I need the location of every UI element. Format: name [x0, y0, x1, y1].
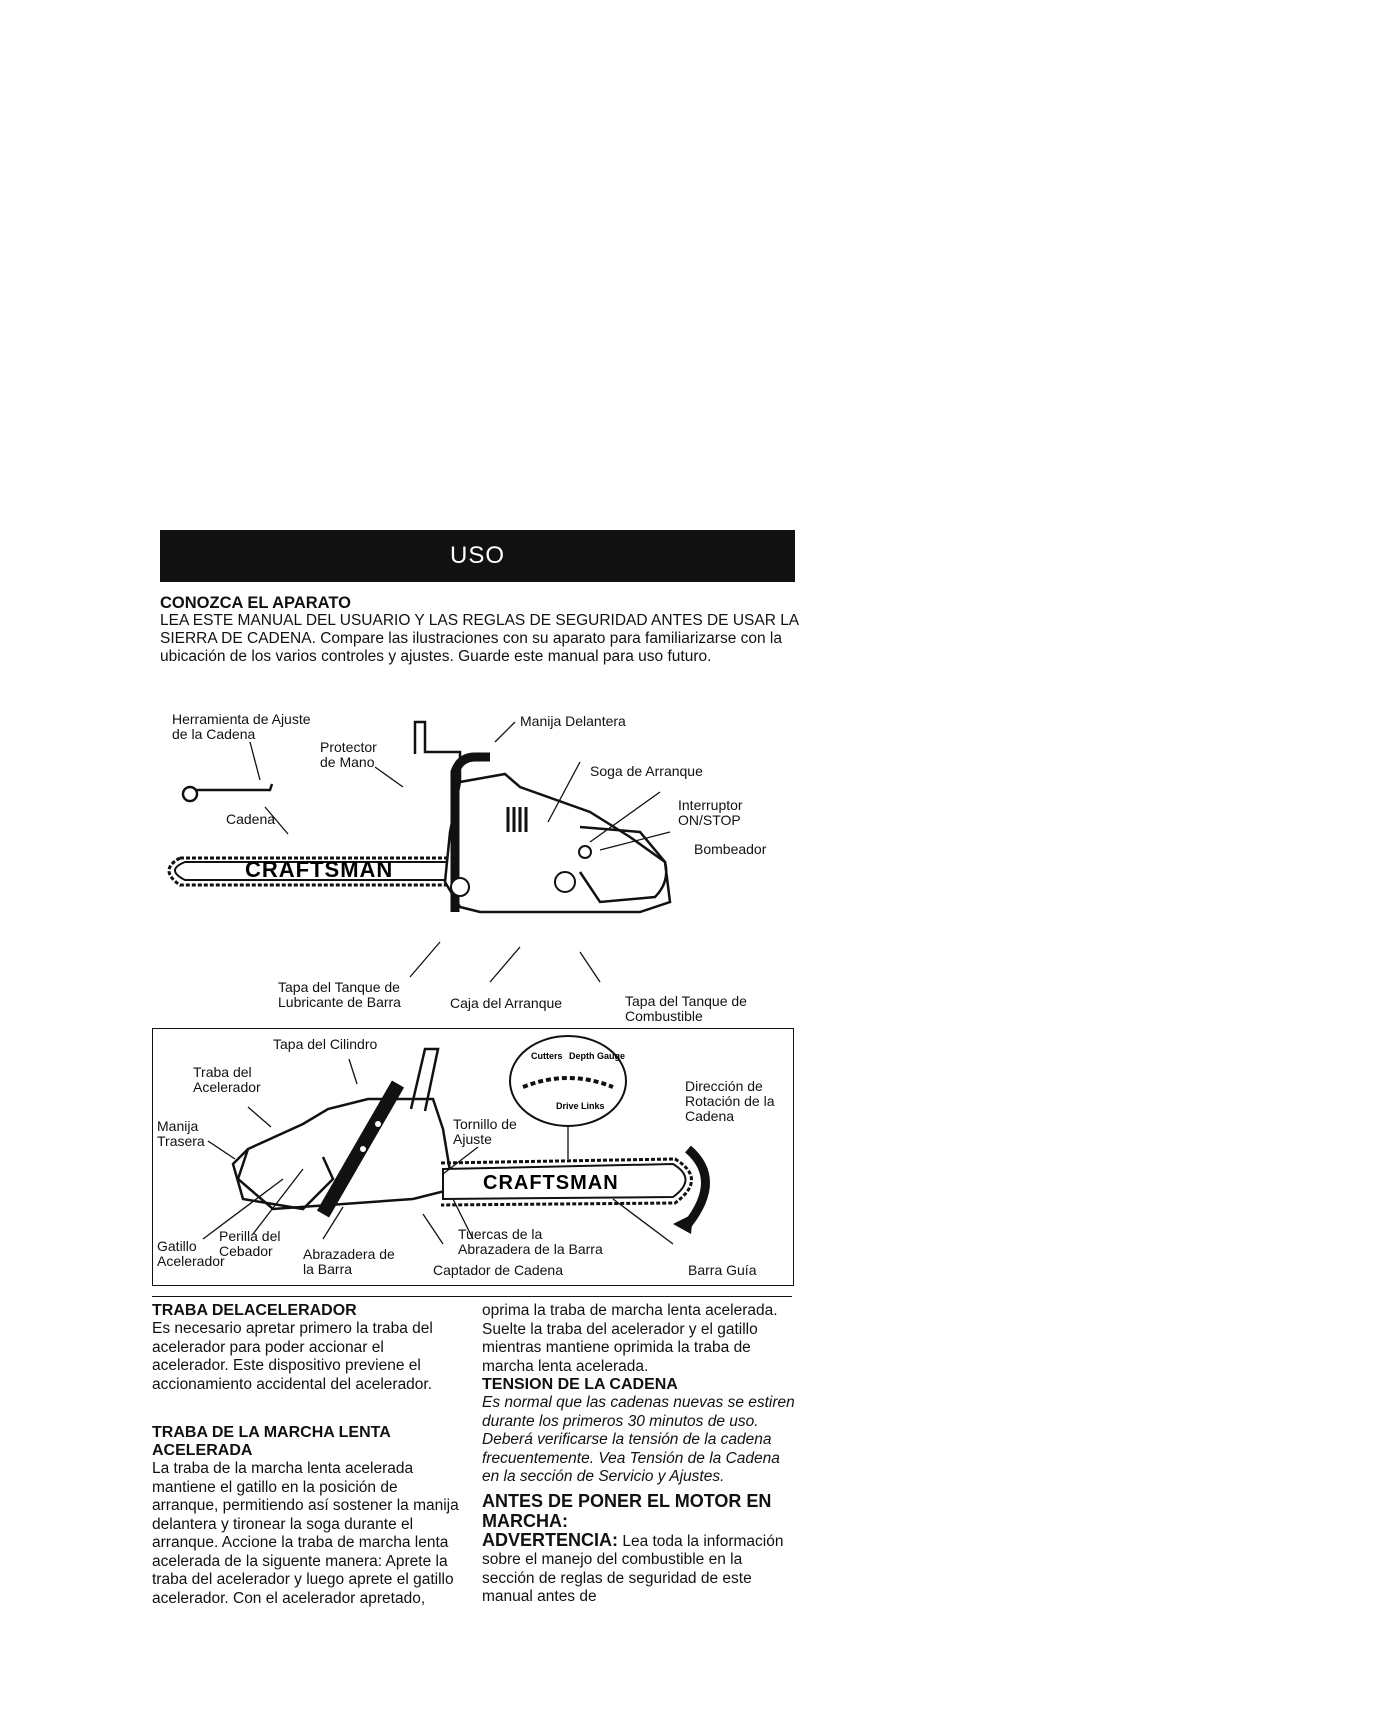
chainsaw-overview-drawing: [160, 712, 800, 1027]
intro-text: [160, 612, 800, 666]
label-hand-guard: Protector de Mano: [320, 739, 377, 770]
label-bar-oil-cap: Tapa del Tanque de Lubricante de Barra: [278, 979, 401, 1010]
label-primer: Bombeador: [694, 841, 767, 857]
label-fuel-cap: Tapa del Tanque de Combustible: [625, 993, 747, 1024]
label-chain: Cadena: [226, 811, 276, 827]
label-adjusting-screw: Tornillo de Ajuste: [453, 1116, 517, 1147]
throttle-lockout-heading: TRABA DELACELERADOR: [152, 1302, 357, 1319]
fast-idle-continued-text: oprima la traba de marcha lenta acelerada. Suelte la traba del acelerador y el gatillo mientras mantiene oprimida la traba de marcha lenta acelerada.: [482, 1302, 778, 1375]
chainsaw-detail-figure: [152, 1028, 794, 1286]
throttle-lockout-text: Es necesario apretar primero la traba del acelerador para poder accionar el acelerador. Este dispositivo previene el accionamiento accidental del acelerador.: [152, 1320, 433, 1393]
label-throttle-lockout: Traba del Acelerador: [193, 1064, 261, 1095]
fast-idle-lock-heading: TRABA DE LA MARCHA LENTA ACELERADA: [152, 1424, 391, 1459]
section-title: USO: [449, 542, 505, 569]
section-banner: [160, 530, 795, 582]
intro-lead: LEA ESTE MANUAL DEL USUARIO Y LAS REGLAS DE SEGURIDAD ANTES DE USAR LA SIERRA DE CADENA.: [160, 612, 799, 647]
label-rear-handle: Manija Trasera: [157, 1118, 205, 1149]
warning-label: ADVERTENCIA:: [482, 1529, 619, 1550]
label-guide-bar: Barra Guía: [688, 1262, 757, 1278]
inset-cutters: Cutters: [531, 1051, 563, 1061]
before-starting-heading: ANTES DE PONER EL MOTOR EN MARCHA:: [482, 1490, 772, 1531]
detail-bar-brand-text: CRAFTSMAN: [483, 1172, 619, 1194]
intro-body: Compare las ilustraciones con su aparato para familiarizarse con la ubicación de los varios controles y ajustes. Guarde este manual para uso futuro.: [160, 630, 782, 665]
intro-block: [160, 594, 800, 666]
inset-drive-links: Drive Links: [556, 1101, 605, 1111]
label-throttle-trigger: Gatillo Acelerador: [157, 1238, 225, 1269]
label-rotation-direction: Dirección de Rotación de la Cadena: [685, 1078, 775, 1124]
warning-text: Lea toda la información sobre el manejo del combustible en la sección de reglas de seguridad de este manual antes de: [482, 1532, 784, 1605]
chainsaw-overview-figure: [160, 712, 800, 1027]
label-chain-tool: Herramienta de Ajuste de la Cadena: [172, 711, 311, 742]
bar-brand-text: CRAFTSMAN: [245, 857, 394, 882]
intro-heading: CONOZCA EL APARATO: [160, 594, 351, 612]
label-front-handle: Manija Delantera: [520, 713, 626, 729]
fast-idle-lock-text: La traba de la marcha lenta acelerada mantiene el gatillo en la posición de arranque, permitiendo así sostener la manija delantera y tironear la soga durante el arranque. Accione la traba de marcha lenta acelerada de la siguente manera: Aprete la traba del acelerador y luego aprete el gatillo acelerador. Con el acelerador apretado,: [152, 1460, 459, 1607]
left-column: [152, 1302, 462, 1608]
label-starter-rope: Soga de Arranque: [590, 763, 703, 779]
label-bar-clamp: Abrazadera de la Barra: [303, 1246, 395, 1277]
label-on-stop-switch: Interruptor ON/STOP: [678, 797, 743, 828]
inset-depth-gauge: Depth Gauge: [569, 1051, 626, 1061]
section-divider: [152, 1296, 792, 1297]
right-column: [482, 1302, 797, 1607]
chain-tension-text: Es normal que las cadenas nuevas se estiren durante los primeros 30 minutos de uso. Deberá verificarse la tensión de la cadena frecuentemente. Vea Tensión de la Cadena en la sección de Servicio y Ajustes.: [482, 1394, 795, 1485]
label-bar-clamp-nuts: Tuercas de la Abrazadera de la Barra: [458, 1226, 603, 1257]
chain-tension-heading: TENSION DE LA CADENA: [482, 1376, 678, 1393]
label-starter-housing: Caja del Arranque: [450, 995, 563, 1011]
label-choke-knob: Perilla del Cebador: [219, 1228, 281, 1259]
label-chain-catcher: Captador de Cadena: [433, 1262, 563, 1278]
label-cylinder-cover: Tapa del Cilindro: [273, 1036, 378, 1052]
